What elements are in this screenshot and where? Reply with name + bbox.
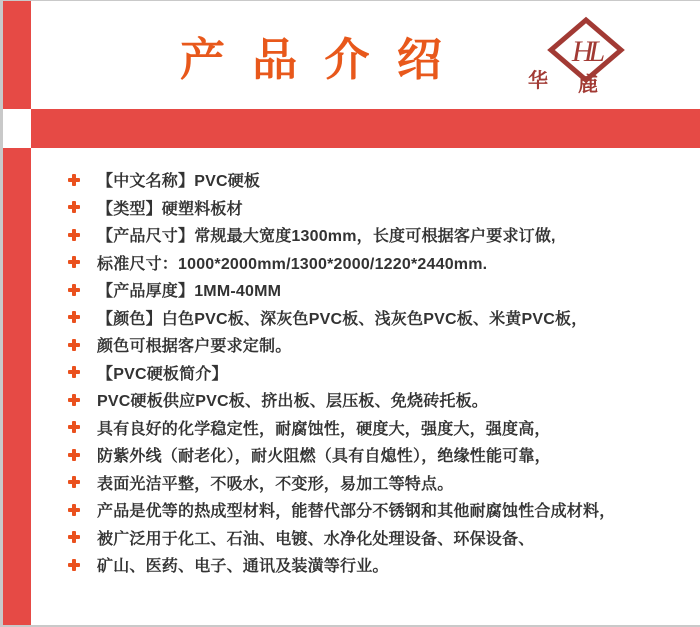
- company-logo: [521, 12, 651, 97]
- product-info-list: [0, 166, 700, 579]
- list-item-text: 【类型】硬塑料板材: [97, 200, 243, 218]
- left-red-stripe-top: [3, 1, 31, 109]
- top-edge-line: [0, 0, 700, 1]
- list-item-text: 矿山、医药、电子、通讯及装潢等行业。: [97, 558, 389, 576]
- logo-name-char-left: 华: [528, 70, 548, 92]
- list-item: [0, 386, 700, 414]
- list-item-text: 【颜色】白色PVC板、深灰色PVC板、浅灰色PVC板、米黄PVC板，: [97, 310, 588, 328]
- list-item-text: 产品是优等的热成型材料，能替代部分不锈钢和其他耐腐蚀性合成材料，: [97, 503, 616, 521]
- list-item-text: 【中文名称】PVC硬板: [97, 173, 261, 191]
- list-item: [0, 304, 700, 332]
- plus-bullet-icon: [68, 366, 80, 378]
- plus-bullet-icon: [68, 504, 80, 516]
- plus-bullet-icon: [68, 559, 80, 571]
- list-item: [0, 496, 700, 524]
- list-item: [0, 166, 700, 194]
- plus-bullet-icon: [68, 421, 80, 433]
- list-item: [0, 194, 700, 222]
- list-item: [0, 441, 700, 469]
- plus-bullet-icon: [68, 449, 80, 461]
- list-item-text: 【产品厚度】1MM-40MM: [97, 283, 282, 301]
- list-item: [0, 249, 700, 277]
- plus-bullet-icon: [68, 174, 80, 186]
- plus-bullet-icon: [68, 311, 80, 323]
- plus-bullet-icon: [68, 476, 80, 488]
- plus-bullet-icon: [68, 394, 80, 406]
- list-item: [0, 359, 700, 387]
- list-item: [0, 469, 700, 497]
- header-red-band: [31, 109, 700, 148]
- list-item-text: 颜色可根据客户要求定制。: [97, 338, 292, 356]
- list-item-text: 【产品尺寸】常规最大宽度1300mm，长度可根据客户要求订做,: [97, 228, 556, 246]
- list-item: [0, 331, 700, 359]
- list-item: [0, 276, 700, 304]
- list-item-text: 表面光洁平整，不吸水，不变形，易加工等特点。: [97, 475, 454, 493]
- plus-bullet-icon: [68, 339, 80, 351]
- logo-monogram: HL: [571, 35, 601, 68]
- plus-bullet-icon: [68, 284, 80, 296]
- list-item-text: PVC硬板供应PVC板、挤出板、层压板、免烧砖托板。: [97, 393, 488, 411]
- plus-bullet-icon: [68, 201, 80, 213]
- list-item: [0, 221, 700, 249]
- list-item-text: 具有良好的化学稳定性，耐腐蚀性，硬度大，强度大，强度高，: [97, 420, 551, 438]
- list-item: [0, 551, 700, 579]
- page-title: 产 品 介 绍: [180, 35, 450, 85]
- list-item: [0, 524, 700, 552]
- plus-bullet-icon: [68, 531, 80, 543]
- plus-bullet-icon: [68, 256, 80, 268]
- list-item-text: 被广泛用于化工、石油、电镀、水净化处理设备、环保设备、: [97, 530, 535, 548]
- list-item-text: 防紫外线（耐老化），耐火阻燃（具有自熄性），绝缘性能可靠，: [97, 448, 551, 466]
- plus-bullet-icon: [68, 229, 80, 241]
- logo-name-char-right: 鹿: [578, 74, 598, 96]
- list-item: [0, 414, 700, 442]
- list-item-text: 【PVC硬板简介】: [97, 365, 228, 383]
- list-item-text: 标准尺寸：1000*2000mm/1300*2000/1220*2440mm.: [97, 255, 488, 273]
